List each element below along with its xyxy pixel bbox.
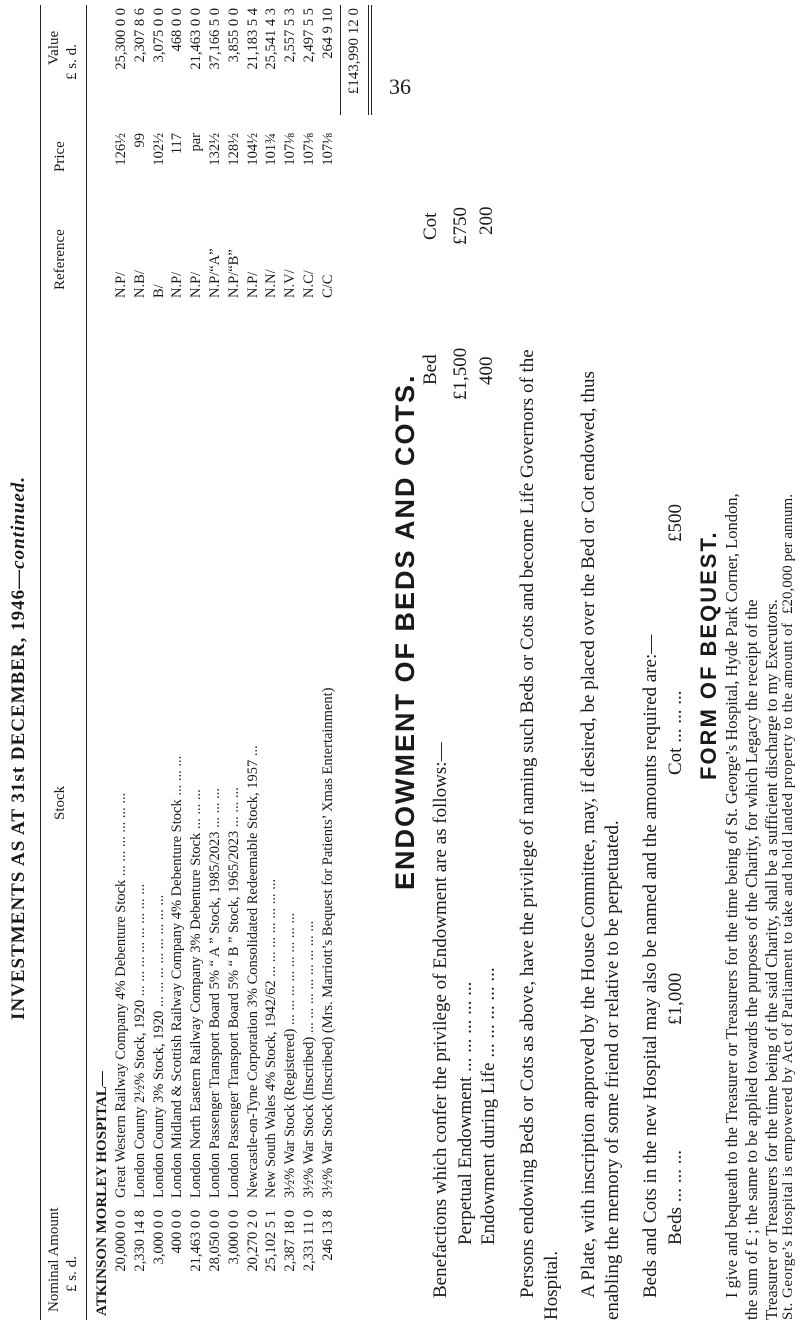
nominal-cell: 3,000 0 0: [150, 1210, 167, 1265]
bequest-line-2: the sum of £ ; the same to be applied towards the purposes of the Charity, for which Legacy the receipt of the: [742, 599, 761, 1320]
nominal-cell: 28,050 0 0: [206, 1210, 223, 1272]
named-cot-amount: £500: [665, 504, 686, 542]
value-cell: 25,300 0 0: [113, 8, 129, 70]
stock-cell: London North Eastern Railway Company 3% Debenture Stock ... ... ...: [188, 789, 205, 1198]
reference-cell: N.V/: [282, 269, 299, 298]
price-cell: 126½: [113, 133, 129, 166]
value-cell: 3,075 0 0: [150, 8, 167, 63]
endowment-row-bed: £1,500: [450, 347, 471, 400]
nominal-cell: 400 0 0: [169, 1210, 186, 1254]
price-cell: 99: [131, 133, 148, 148]
hospital-name: ATKINSON MORLEY HOSPITAL—: [94, 1071, 110, 1316]
header-reference: Reference: [52, 229, 68, 290]
stock-cell: London Midland & Scottish Railway Company 4% Debenture Stock ... ... ...: [169, 755, 186, 1198]
endowment-para1-line2: Hospital.: [541, 1250, 562, 1320]
nominal-cell: 2,387 18 0: [282, 1210, 299, 1272]
price-cell: 107⅛: [282, 133, 299, 166]
reference-cell: N.P/“B”: [225, 249, 242, 298]
value-cell: 21,463 0 0: [188, 8, 205, 70]
header-stock: Stock: [52, 785, 68, 820]
bequest-notice-line-1: St. George’s Hospital is empowered by Act of Parliament to take and hold landed property to the amount of: [780, 622, 796, 1320]
endowment-row-cot: 200: [476, 206, 497, 235]
header-price: Price: [52, 141, 68, 172]
nominal-cell: 20,000 0 0: [113, 1210, 129, 1272]
value-cell: 2,557 5 3: [282, 8, 299, 63]
reference-cell: N.P/“A”: [206, 248, 223, 298]
price-cell: par: [188, 133, 205, 152]
total-rule-bottom-1: [368, 5, 369, 115]
value-cell: 264 9 10: [319, 8, 336, 59]
price-cell: 102½: [150, 133, 167, 166]
endowment-cot-header: Cot: [420, 212, 441, 240]
reference-cell: N.C/: [300, 270, 317, 298]
stock-cell: London Passenger Transport Board 5% “ B ” Stock, 1965/2023 ... ... ...: [225, 787, 242, 1198]
value-cell: 3,855 0 0: [225, 8, 242, 63]
value-cell: 37,166 5 0: [206, 8, 223, 70]
endowment-row-cot: £750: [450, 207, 471, 245]
header-nominal-units: £ s. d.: [64, 1256, 80, 1292]
value-cell: 25,541 4 3: [263, 8, 280, 70]
investments-title: INVESTMENTS AS AT 31st DECEMBER, 1946—continued.: [8, 475, 29, 1020]
header-rule-top: [40, 5, 41, 1320]
header-rule-bottom: [86, 5, 87, 1320]
bequest-line-3: Treasurer or Treasurers for the time being of the said Charity, shall be a sufficient discharge to my Executors.: [762, 599, 781, 1320]
stock-column: [112, 308, 338, 1198]
value-cell: 468 0 0: [169, 8, 186, 52]
endowment-para3: Beds and Cots in the new Hospital may also be named and the amounts required are:—: [640, 634, 661, 1298]
named-cot-label: Cot ... ... ...: [665, 690, 686, 775]
stock-cell: London County 2½% Stock, 1920 ... ... ... ... ... ... ... ...: [131, 883, 148, 1198]
reference-cell: N.N/: [263, 269, 280, 298]
reference-cell: B/: [150, 284, 167, 298]
reference-cell: C/C: [319, 274, 336, 298]
reference-cell: N.B/: [131, 270, 148, 298]
nominal-cell: 3,000 0 0: [225, 1210, 242, 1265]
stock-cell: New South Wales 4% Stock, 1942/62 ... ... ... ... ... ... ...: [263, 878, 280, 1198]
value-cell: 2,307 8 6: [131, 8, 148, 63]
endowment-para1-line1: Persons endowing Beds or Cots as above, have the privilege of naming such Beds or Cots and become Life Governors of the: [517, 349, 538, 1298]
nominal-column: [112, 1210, 338, 1318]
investments-total: £143,990 12 0: [346, 8, 362, 95]
reference-cell: N.P/: [244, 271, 261, 298]
price-cell: 132½: [206, 133, 223, 166]
endowment-para2-line1: A Plate, with inscription approved by the House Committee, may, if desired, be placed over the Bed or Cot endowed, thus: [578, 371, 599, 1298]
named-beds-amount: £1,000: [665, 972, 686, 1025]
endowment-bed-header: Bed: [420, 354, 441, 385]
reference-column: [112, 188, 338, 298]
reference-cell: N.P/: [113, 271, 129, 298]
reference-cell: N.P/: [169, 271, 186, 298]
stock-cell: London County 3% Stock, 1920 ... ... ... ... ... ... ... ...: [150, 894, 167, 1198]
value-cell: 21,183 5 4: [244, 8, 261, 70]
price-cell: 107⅛: [300, 133, 317, 166]
price-column: [112, 133, 338, 185]
nominal-cell: 21,463 0 0: [188, 1210, 205, 1272]
header-value-units: £ s. d.: [64, 44, 80, 80]
nominal-cell: 2,331 11 0: [300, 1210, 317, 1272]
value-column: [112, 8, 338, 120]
header-value: Value: [46, 30, 62, 65]
price-cell: 128½: [225, 133, 242, 166]
endowment-para2-line2: enabling the memory of some friend or relative to be perpetuated.: [602, 820, 623, 1320]
stock-cell: 3½% War Stock (Inscribed) (Mrs. Marriott’s Bequest for Patients’ Xmas Entertainment): [319, 687, 336, 1198]
value-cell: 2,497 5 5: [300, 8, 317, 63]
reference-cell: N.P/: [188, 271, 205, 298]
bequest-title: FORM OF BEQUEST.: [696, 530, 721, 780]
named-beds-label: Beds ... ... ...: [665, 1150, 686, 1245]
bequest-notice-line-2: £20,000 per annum.: [780, 494, 796, 614]
nominal-cell: 20,270 2 0: [244, 1210, 261, 1272]
price-cell: 104½: [244, 133, 261, 166]
stock-cell: 3½% War Stock (Inscribed) ... ... ... ... ... ... ... ...: [300, 920, 317, 1198]
price-cell: 117: [169, 133, 186, 155]
stock-cell: London Passenger Transport Board 5% “ A ” Stock, 1985/2023 ... ... ...: [206, 787, 223, 1198]
price-cell: 101¾: [263, 133, 280, 166]
endowment-title: ENDOWMENT OF BEDS AND COTS.: [390, 373, 420, 890]
nominal-cell: 246 13 8: [319, 1210, 336, 1261]
stock-cell: Newcastle-on-Tyne Corporation 3% Consolidated Redeemable Stock, 1957 ...: [244, 745, 261, 1198]
page-number: 36: [389, 74, 411, 99]
stock-cell: 3½% War Stock (Registered) ... ... ... ... ... ... ... ...: [282, 912, 299, 1198]
stock-cell: Great Western Railway Company 4% Debenture Stock ... ... ... ... ... ...: [113, 792, 129, 1198]
bequest-line-1: I give and bequeath to the Treasurer or Treasurers for the time being of St. George’s Hospital, Hyde Park Corner, London,: [722, 493, 741, 1298]
nominal-cell: 25,102 5 1: [263, 1210, 280, 1272]
endowment-intro: Benefactions which confer the privilege of Endowment are as follows:—: [430, 742, 451, 1298]
endowment-row-label: Perpetual Endowment ... ... ... ... ...: [455, 981, 476, 1245]
header-nominal: Nominal Amount: [46, 1207, 62, 1312]
total-rule-top: [340, 5, 341, 115]
endowment-row-bed: 400: [476, 356, 497, 385]
total-rule-bottom-2: [371, 5, 372, 115]
price-cell: 107⅛: [319, 133, 336, 166]
endowment-row-label: Endowment during Life ... ... ... ... ...: [478, 967, 499, 1245]
nominal-cell: 2,330 14 8: [131, 1210, 148, 1272]
